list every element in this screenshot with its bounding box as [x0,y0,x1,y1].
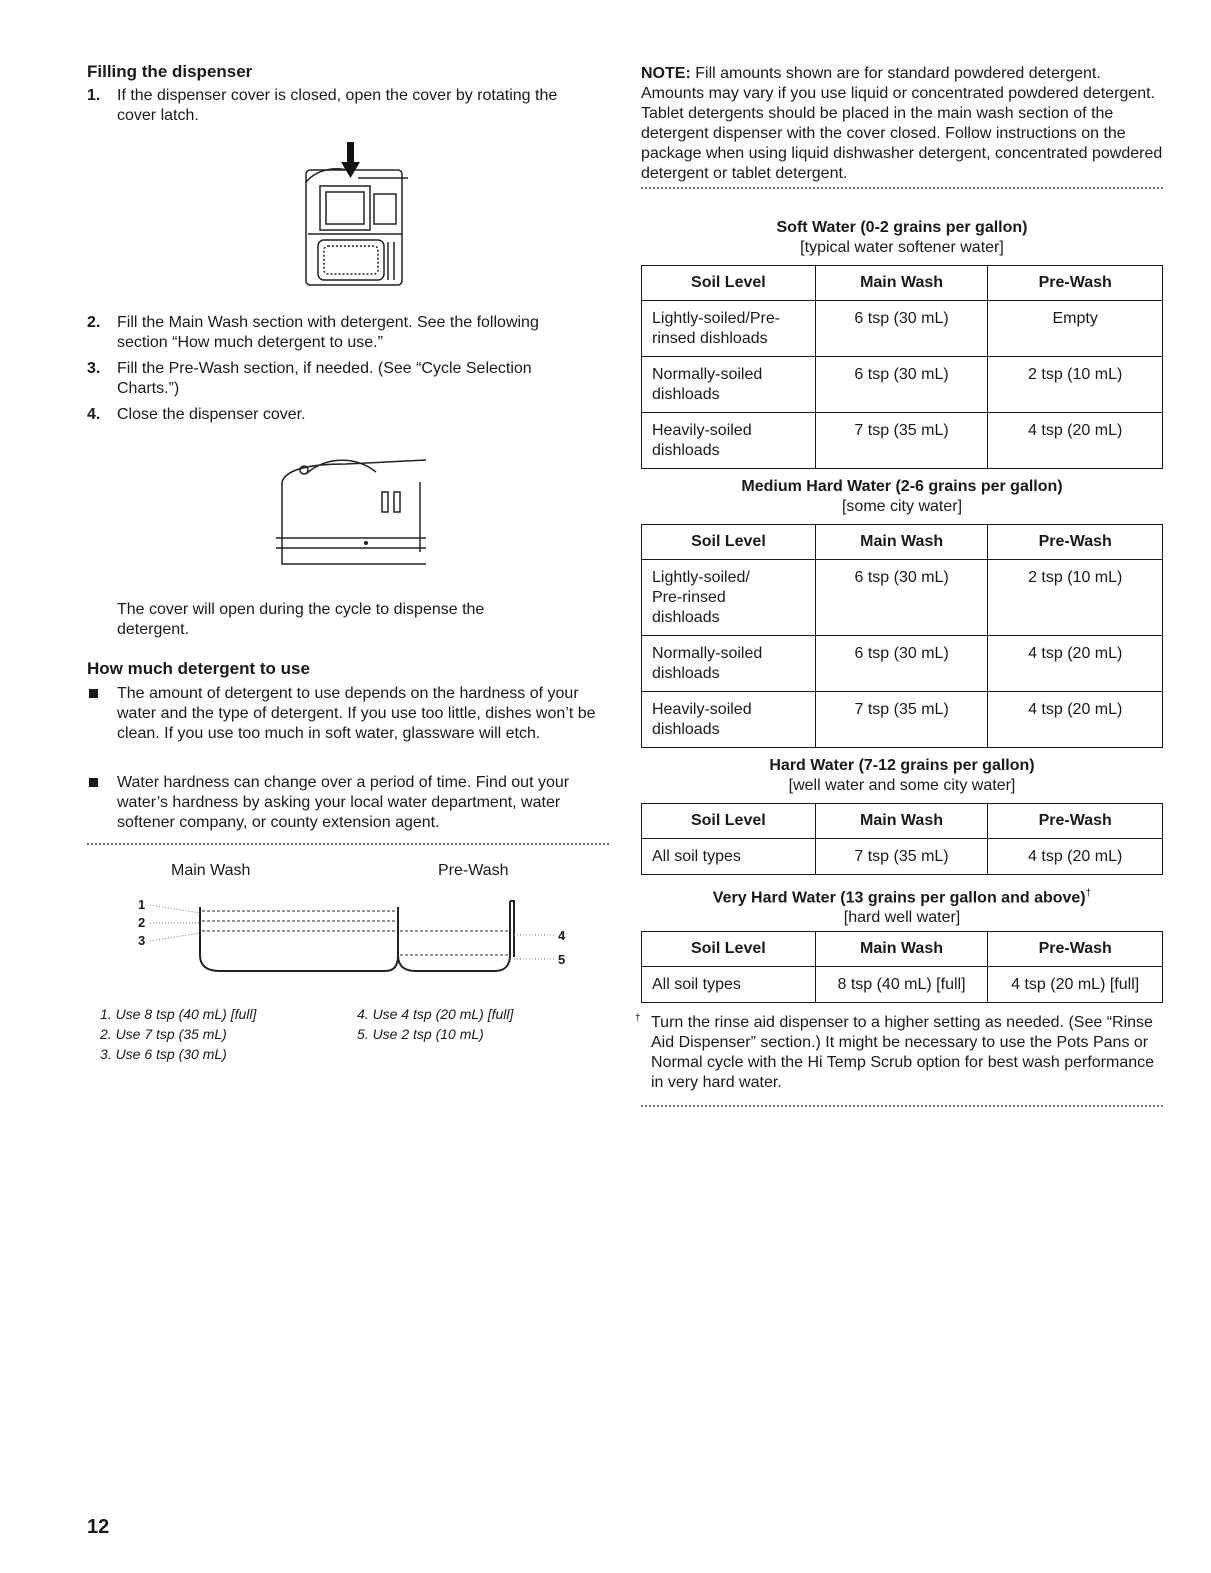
cell: 2 tsp (10 mL) [1028,366,1123,383]
dispenser-fill-diagram [130,895,580,995]
table-header-row [642,932,1163,967]
header-soil-level: Soil Level [642,525,816,560]
table-title: Hard Water (7-12 grains per gallon) [769,757,1035,774]
cell: All soil types [652,976,741,993]
table-row [642,357,1163,413]
cell: 4 tsp (20 mL) [full] [1011,976,1140,993]
table-subtitle: [hard well water] [843,909,961,927]
medium-water-table [641,524,1163,748]
header-pre-wash: Pre-Wash [988,525,1163,560]
header-soil-level: Soil Level [642,932,816,967]
medium-water-heading [641,477,1163,517]
table-row [642,413,1163,469]
legend-item: 4. Use 4 tsp (20 mL) [full] [357,1006,514,1022]
cell: 4 tsp (20 mL) [1028,848,1123,865]
header-soil-level: Soil Level [642,266,816,301]
table-row [642,301,1163,357]
cell: Normally-soiled dishloads [652,645,763,682]
cell: 4 tsp (20 mL) [1028,645,1123,662]
step-text: Close the dispenser cover. [117,406,306,423]
step-text: Fill the Main Wash section with detergent. See the following section “How much detergent to use.” [117,314,539,351]
dispenser-closed-illustration [276,452,432,570]
cell: 7 tsp (35 mL) [854,848,949,865]
step-number: 3. [87,360,101,377]
soft-water-heading [641,218,1163,258]
table-subtitle: [some city water] [841,498,963,515]
cell: 6 tsp (30 mL) [854,366,949,383]
cell: 7 tsp (35 mL) [854,422,949,439]
cell: Lightly-soiled/Pre-rinsed dishloads [652,310,781,347]
step-number: 1. [87,87,101,104]
dispenser-open-illustration [298,142,410,290]
table-row [642,692,1163,748]
cell: Heavily-soiled dishloads [652,422,752,459]
legend-item: 3. Use 6 tsp (30 mL) [100,1046,227,1062]
note-text: Fill amounts shown are for standard powdered detergent. Amounts may vary if you use liquid or concentrated powdered detergent. Tablet detergents should be placed in the main wash section of the detergent dispenser with the cover closed. Follow instructions on the package when using liquid dishwasher detergent, concentrated powdered detergent or tablet detergent. [641,65,1163,182]
table-subtitle: [well water and some city water] [788,777,1016,794]
legend-item: 2. Use 7 tsp (35 mL) [100,1026,227,1042]
title-dagger: † [1085,888,1092,899]
step-text: Fill the Pre-Wash section, if needed. (See “Cycle Selection Charts.”) [117,360,532,397]
table-title: Very Hard Water (13 grains per gallon and above) [712,889,1086,907]
footnote-dagger: † [635,1013,641,1024]
cell: 8 tsp (40 mL) [full] [837,976,966,993]
header-soil-level: Soil Level [642,804,816,839]
footnote-text: Turn the rinse aid dispenser to a higher setting as needed. (See “Rinse Aid Dispenser” section.) It might be necessary to use the Pots Pans or Normal cycle with the Hi Temp Scrub option for best wash performance in very hard water. [651,1014,1155,1091]
legend-right [357,1004,513,1044]
callout-4: 4 [558,928,566,943]
header-pre-wash: Pre-Wash [988,804,1163,839]
page-number: 12 [87,1516,110,1538]
table-title: Soft Water (0-2 grains per gallon) [776,219,1028,236]
bullet-icon [89,778,98,787]
table-subtitle: [typical water softener water] [800,239,1004,256]
table-header-row [642,804,1163,839]
cell: 6 tsp (30 mL) [854,569,949,586]
cell: 6 tsp (30 mL) [854,310,949,327]
cover-note: The cover will open during the cycle to dispense the detergent. [117,601,485,638]
howmuch-heading: How much detergent to use [87,659,310,678]
cell: 2 tsp (10 mL) [1028,569,1123,586]
cell: 4 tsp (20 mL) [1028,422,1123,439]
soft-water-table [641,265,1163,469]
step-text: If the dispenser cover is closed, open the cover by rotating the cover latch. [117,87,558,124]
pre-wash-label: Pre-Wash [438,862,509,879]
note-paragraph [641,64,1163,184]
callout-2: 2 [138,915,146,930]
hard-water-table [641,803,1163,875]
divider [641,1105,1163,1107]
bullet-text: The amount of detergent to use depends on the hardness of your water and the type of detergent. If you use too little, dishes won’t be clean. If you use too much in soft water, glassware will etch. [117,685,596,742]
table-row [642,560,1163,636]
footnote [635,1013,1163,1093]
main-wash-label: Main Wash [171,862,251,879]
callout-3: 3 [138,933,146,948]
bullet-icon [89,689,98,698]
cell: Empty [1052,310,1098,327]
table-row [642,839,1163,875]
very-hard-water-table [641,931,1163,1003]
legend-item: 1. Use 8 tsp (40 mL) [full] [100,1006,257,1022]
cell: 7 tsp (35 mL) [854,701,949,718]
header-main-wash: Main Wash [815,804,988,839]
filling-heading: Filling the dispenser [87,62,253,81]
bullet-text: Water hardness can change over a period of time. Find out your water’s hardness by asking your local water department, water softener company, or county extension agent. [117,774,570,831]
note-label: NOTE: [641,65,691,82]
cell: Lightly-soiled/ Pre-rinsed dishloads [652,569,750,626]
step-number: 4. [87,406,101,423]
very-hard-water-heading [641,884,1163,928]
step-number: 2. [87,314,101,331]
table-title: Medium Hard Water (2-6 grains per gallon) [741,478,1063,495]
header-main-wash: Main Wash [815,932,988,967]
table-header-row [642,525,1163,560]
callout-1: 1 [138,897,146,912]
cell: Normally-soiled dishloads [652,366,763,403]
legend-left [100,1004,256,1064]
header-main-wash: Main Wash [815,525,988,560]
divider [87,843,609,845]
table-row [642,967,1163,1003]
header-main-wash: Main Wash [815,266,988,301]
table-row [642,636,1163,692]
cell: 4 tsp (20 mL) [1028,701,1123,718]
cell: Heavily-soiled dishloads [652,701,752,738]
cell: All soil types [652,848,741,865]
callout-5: 5 [558,952,566,967]
table-header-row [642,266,1163,301]
divider [641,187,1163,189]
header-pre-wash: Pre-Wash [988,932,1163,967]
hard-water-heading [641,756,1163,796]
header-pre-wash: Pre-Wash [988,266,1163,301]
legend-item: 5. Use 2 tsp (10 mL) [357,1026,484,1042]
cell: 6 tsp (30 mL) [854,645,949,662]
